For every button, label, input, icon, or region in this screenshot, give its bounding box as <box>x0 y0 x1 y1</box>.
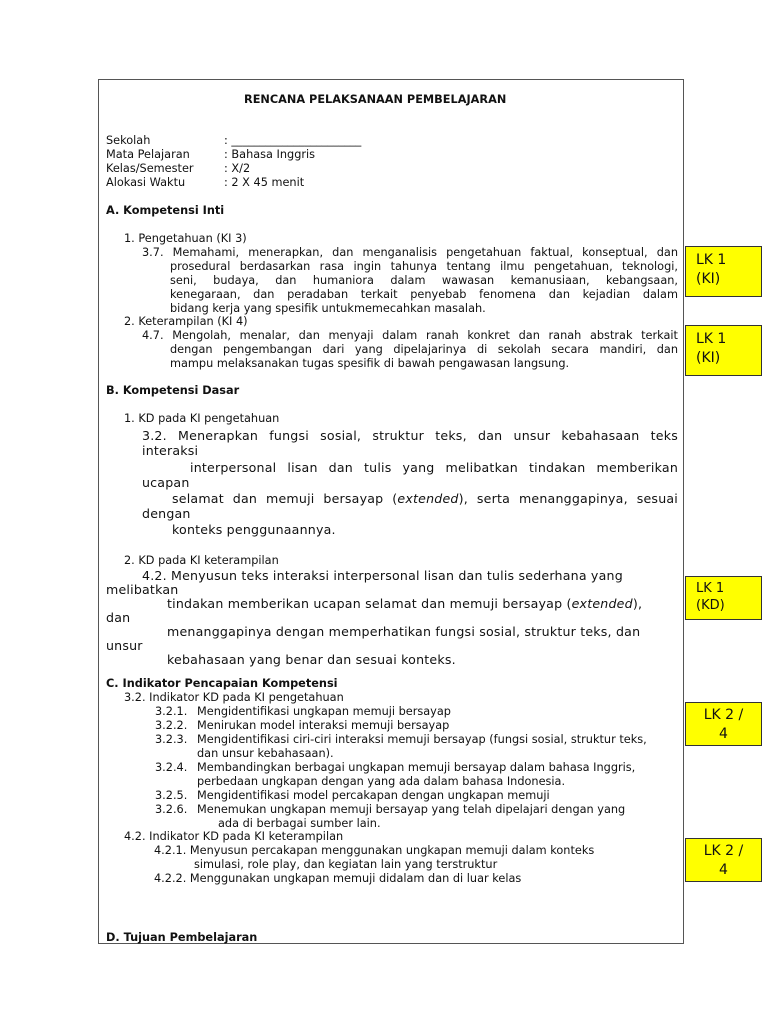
worksheet-tag <box>685 576 762 620</box>
identity-value-time: : 2 X 45 menit <box>224 176 305 189</box>
indicator-num: 3.2.1. <box>155 705 188 718</box>
indicator-sub-knowledge: 3.2. Indikator KD pada KI pengetahuan <box>124 691 344 704</box>
indicator-sub-skills: 4.2. Indikator KD pada KI keterampilan <box>124 830 344 843</box>
identity-value-class: : X/2 <box>224 162 251 175</box>
indicator-num: 3.2.4. <box>155 761 188 774</box>
worksheet-tag-line: LK 2 / <box>703 843 744 859</box>
identity-label-time: Alokasi Waktu <box>106 176 186 189</box>
indicator-text: Mengidentifikasi ungkapan memuji bersayap <box>197 705 451 718</box>
document-title: RENCANA PELAKSANAAN PEMBELAJARAN <box>244 93 507 106</box>
worksheet-tag-line: 4 <box>719 726 728 742</box>
ki3-line: prosedural berdasarkan rasa ingin tahunya tentang ilmu pengetahuan, teknologi, <box>170 260 678 273</box>
kd3-line: ucapan <box>142 475 190 490</box>
worksheet-tag <box>685 246 762 297</box>
kd3-line: dengan <box>142 506 191 521</box>
worksheet-tag-line: LK 1 <box>696 331 727 347</box>
kd3-line: interpersonal lisan dan tulis yang melibatkan tindakan memberikan <box>190 460 678 475</box>
indicator-num: 3.2.6. <box>155 803 188 816</box>
section-b-heading: B. Kompetensi Dasar <box>106 384 240 397</box>
indicator-num: 3.2.2. <box>155 719 188 732</box>
kd4-line: tindakan memberikan ucapan selamat dan memuji bersayap (extended), <box>167 596 643 611</box>
kd3-line: 3.2. Menerapkan fungsi sosial, struktur teks, dan unsur kebahasaan teks <box>142 428 678 443</box>
identity-value-school: : _______________________ <box>224 134 362 147</box>
ki3-title: 1. Pengetahuan (KI 3) <box>124 232 247 245</box>
indicator-text-cont: dan unsur kebahasaan). <box>197 747 334 760</box>
ki4-line: 4.7. Mengolah, menalar, dan menyaji dalam ranah konkret dan ranah abstrak terkait <box>142 329 678 342</box>
worksheet-tag <box>685 702 762 746</box>
worksheet-tag-line: (KD) <box>696 598 725 613</box>
ki3-line: seni, budaya, dan humaniora dalam wawasan kemanusiaan, kebangsaan, <box>170 274 678 287</box>
indicator-skill-cont: simulasi, role play, dan kegiatan lain yang terstruktur <box>194 858 498 871</box>
worksheet-tag-line: LK 1 <box>696 581 725 596</box>
ki3-line: 3.7. Memahami, menerapkan, dan menganalisis pengetahuan faktual, konseptual, dan <box>142 246 678 259</box>
indicator-text: Menirukan model interaksi memuji bersayap <box>197 719 450 732</box>
kd3-title: 1. KD pada KI pengetahuan <box>124 412 280 425</box>
indicator-num: 3.2.3. <box>155 733 188 746</box>
kd4-title: 2. KD pada KI keterampilan <box>124 554 279 567</box>
indicator-skill: 4.2.2. Menggunakan ungkapan memuji didalam dan di luar kelas <box>154 872 522 885</box>
kd3-line: konteks penggunaannya. <box>172 522 336 537</box>
indicator-text-cont: perbedaan ungkapan dengan yang ada dalam bahasa Indonesia. <box>197 775 566 788</box>
indicator-text: Menemukan ungkapan memuji bersayap yang telah dipelajari dengan yang <box>197 803 626 816</box>
ki4-line: dengan pengembangan dari yang dipelajarinya di sekolah secara mandiri, dan <box>170 343 678 356</box>
ki4-line: mampu melaksanakan tugas spesifik di bawah pengawasan langsung. <box>170 357 570 370</box>
section-a-heading: A. Kompetensi Inti <box>106 204 225 217</box>
indicator-text: Mengidentifikasi ciri-ciri interaksi memuji bersayap (fungsi sosial, struktur teks, <box>197 733 647 746</box>
kd3-line: interaksi <box>142 443 199 458</box>
worksheet-tag-line: LK 1 <box>696 252 727 268</box>
identity-label-class: Kelas/Semester <box>106 162 194 175</box>
ki3-line: bidang kerja yang spesifik untukmemecahkan masalah. <box>170 302 486 315</box>
identity-label-subject: Mata Pelajaran <box>106 148 190 161</box>
ki4-title: 2. Keterampilan (KI 4) <box>124 315 248 328</box>
indicator-skill: 4.2.1. Menyusun percakapan menggunakan ungkapan memuji dalam konteks <box>154 844 595 857</box>
section-c-heading: C. Indikator Pencapaian Kompetensi <box>106 677 338 690</box>
worksheet-tag-line: LK 2 / <box>703 707 744 723</box>
identity-value-subject: : Bahasa Inggris <box>224 148 316 161</box>
kd4-line: unsur <box>106 638 143 653</box>
kd4-line: dan <box>106 610 131 625</box>
kd4-line: melibatkan <box>106 582 179 597</box>
worksheet-tag <box>685 325 762 376</box>
worksheet-tag-line: (KI) <box>696 350 721 366</box>
kd4-line: menanggapinya dengan memperhatikan fungsi sosial, struktur teks, dan <box>167 624 641 639</box>
identity-label-school: Sekolah <box>106 134 151 147</box>
section-d-heading: D. Tujuan Pembelajaran <box>106 931 258 944</box>
kd4-line: 4.2. Menyusun teks interaksi interpersonal lisan dan tulis sederhana yang <box>142 568 623 583</box>
worksheet-tag-line: 4 <box>719 862 728 878</box>
indicator-text: Membandingkan berbagai ungkapan memuji bersayap dalam bahasa Inggris, <box>197 761 636 774</box>
worksheet-tag <box>685 838 762 882</box>
worksheet-tag-line: (KI) <box>696 271 721 287</box>
kd3-line: selamat dan memuji bersayap (extended), serta menanggapinya, sesuai <box>172 491 678 506</box>
kd4-line: kebahasaan yang benar dan sesuai konteks. <box>167 652 456 667</box>
indicator-text-cont: ada di berbagai sumber lain. <box>218 817 381 830</box>
indicator-num: 3.2.5. <box>155 789 188 802</box>
indicator-text: Mengidentifikasi model percakapan dengan ungkapan memuji <box>197 789 550 802</box>
ki3-line: kenegaraan, dan peradaban terkait penyebab fenomena dan kejadian dalam <box>170 288 678 301</box>
